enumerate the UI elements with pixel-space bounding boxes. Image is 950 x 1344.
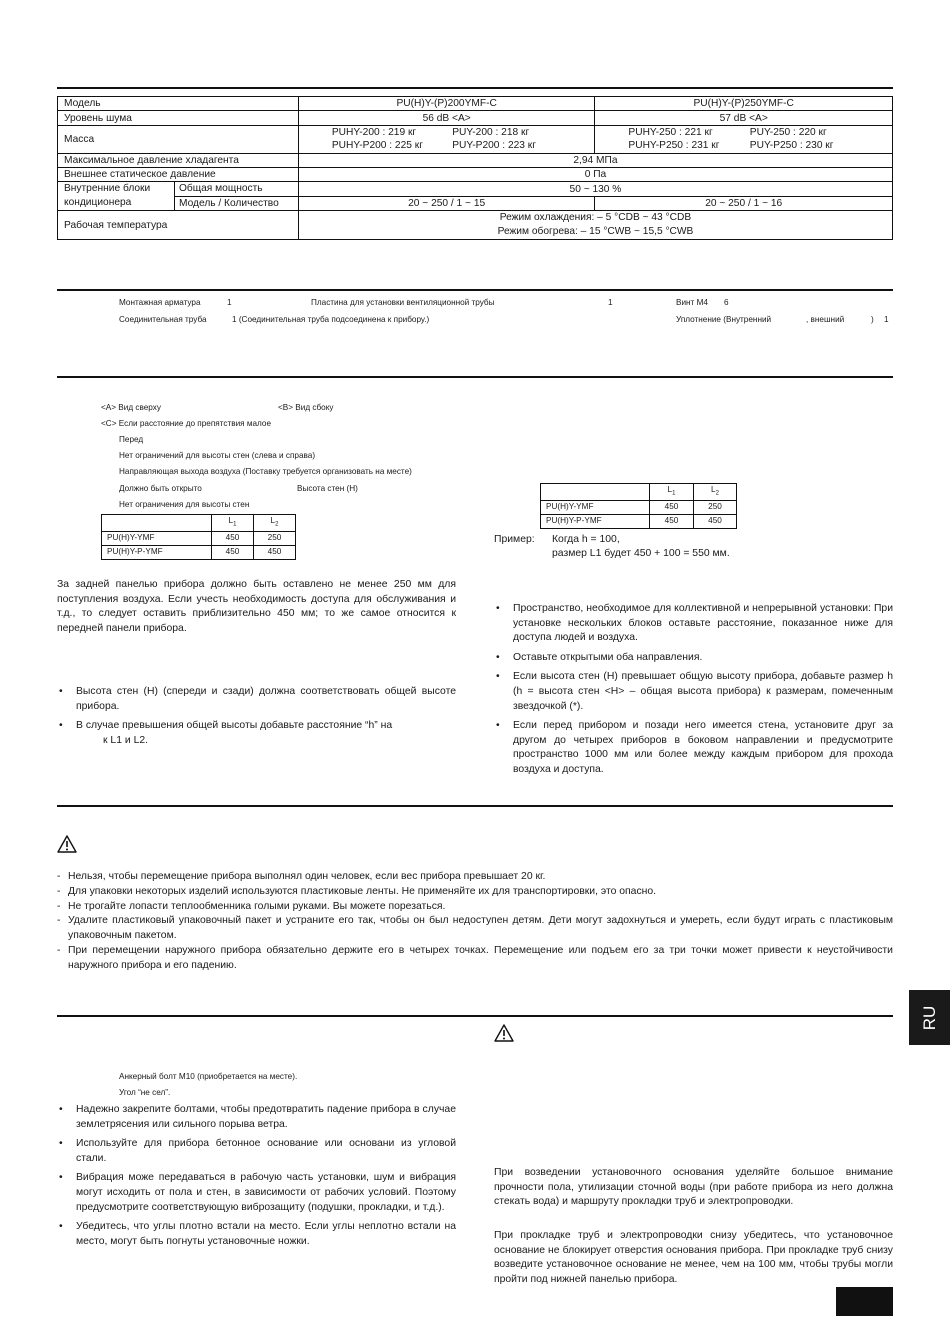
accessory-seal-close: ) bbox=[871, 315, 874, 324]
total-power-label: Общая мощность bbox=[175, 182, 298, 197]
space-right-bullets bbox=[494, 602, 893, 783]
accessory-mount: Монтажная арматура bbox=[119, 298, 201, 307]
section-rule bbox=[57, 87, 893, 89]
list-item: • Высота стен (H) (спереди и сзади) должна соответствовать общей высоте прибора. bbox=[57, 685, 456, 714]
page-number-box bbox=[836, 1287, 893, 1316]
cell-model-b: PU(H)Y-(P)250YMF-C bbox=[595, 97, 893, 111]
language-tab-label: RU bbox=[919, 1005, 939, 1030]
label-top-view: <A> Вид сверху bbox=[101, 403, 161, 412]
label-no-limit-wall: Нет ограничения для высоты стен bbox=[119, 500, 250, 509]
list-item: - Для упаковки некоторых изделий используются пластиковые ленты. Не применяйте их для транспортировки, это опасно. bbox=[57, 885, 893, 900]
cell-value: 20 ~ 250 / 1 ~ 16 bbox=[595, 196, 893, 211]
cell-value: PUY-P200 : 223 кг bbox=[446, 139, 595, 153]
rear-paragraph: За задней панелью прибора должно быть оставлено не менее 250 мм для поступления воздуха. Если учесть необходимость доступа для обслуживания и т.д., то следует оставить приблизительно 450 мм; то же самое относится к передней панели прибора. bbox=[57, 579, 456, 634]
accessory-plate: Пластина для установки вентиляционной трубы bbox=[311, 298, 495, 307]
transport-warnings bbox=[57, 870, 893, 974]
table-cell bbox=[102, 515, 212, 532]
cell-label: Масса bbox=[58, 125, 299, 153]
cell-value: 50 ~ 130 % bbox=[298, 182, 892, 197]
label-corner: Угол “не сел”. bbox=[119, 1088, 171, 1097]
table-cell: PU(H)Y-P-YMF bbox=[541, 514, 650, 528]
cell-label: Рабочая температура bbox=[58, 211, 299, 240]
cell-value: 56 dB <A> bbox=[298, 111, 595, 125]
accessory-plate-qty: 1 bbox=[608, 298, 613, 307]
warning-icon bbox=[494, 1024, 514, 1042]
cell-value: PUY-200 : 218 кг bbox=[446, 125, 595, 139]
list-item: - Нельзя, чтобы перемещение прибора выполнял один человек, если вес прибора превышает 20 кг. bbox=[57, 870, 893, 885]
l1-header: 1 bbox=[233, 521, 237, 528]
install-left-bullets bbox=[57, 1103, 456, 1254]
label-no-limit-side: Нет ограничений для высоты стен (слева и справа) bbox=[119, 451, 316, 460]
clearance-table-left bbox=[101, 514, 296, 560]
cell-label: Внешнее статическое давление bbox=[58, 167, 299, 181]
section-rule bbox=[57, 376, 893, 378]
table-header: $L_1$ bbox=[212, 515, 254, 532]
list-item: • Пространство, необходимое для коллективной и непрерывной установки: При установке нескольких блоков оставьте расстояние, показанное ниже для доступа людей и воздуха. bbox=[494, 602, 893, 646]
install-right-para2: При прокладке труб и электропроводки снизу убедитесь, что установочное основание не блокирует отверстия основания прибора. При прокладке труб снизу возведите установочное основание не менее, чем на 100 мм, чтобы трубы могли пройти под нижней панелью прибора. bbox=[494, 1230, 893, 1285]
list-item: • Используйте для прибора бетонное основание или основани из угловой стали. bbox=[57, 1137, 456, 1166]
label-must-open: Должно быть открыто bbox=[119, 484, 202, 493]
accessory-pipe-qty: 1 (Соединительная труба подсоединена к прибору.) bbox=[232, 315, 430, 324]
label-side-view: <B> Вид сбоку bbox=[278, 403, 334, 412]
table-cell: 450 bbox=[650, 500, 694, 514]
accessory-seal-qty: 1 bbox=[884, 315, 889, 324]
spec-table bbox=[57, 96, 893, 240]
cell-value: 20 ~ 250 / 1 ~ 15 bbox=[298, 196, 595, 211]
clearance-table-right bbox=[540, 483, 737, 529]
accessory-seal-outer: , внешний bbox=[806, 315, 845, 324]
accessory-pipe: Соединительная труба bbox=[119, 315, 207, 324]
table-row bbox=[58, 182, 893, 197]
table-cell: PU(H)Y-YMF bbox=[541, 500, 650, 514]
list-item: - Не трогайте лопасти теплообменника голыми руками. Вы можете порезаться. bbox=[57, 900, 893, 915]
label-small-obstacle: <C> Если расстояние до препятствия малое bbox=[101, 419, 272, 428]
section-rule bbox=[57, 1015, 893, 1017]
accessory-mount-qty: 1 bbox=[227, 298, 232, 307]
label-wall-height: Высота стен (H) bbox=[297, 484, 358, 493]
table-row bbox=[541, 514, 737, 528]
table-row bbox=[58, 167, 893, 181]
table-row bbox=[58, 211, 893, 240]
cell-model-a: PU(H)Y-(P)200YMF-C bbox=[298, 97, 595, 111]
accessory-screw: Винт М4 bbox=[676, 298, 708, 307]
left-bullet-tail: к L1 и L2. bbox=[103, 735, 149, 746]
table-header: $L_2$ bbox=[254, 515, 296, 532]
space-left-bullets bbox=[57, 685, 456, 734]
label-air-guide: Направляющая выхода воздуха (Поставку требуется организовать на месте) bbox=[119, 467, 412, 476]
table-row bbox=[541, 500, 737, 514]
temp-heat: Режим обогрева: – 15 °CWB ~ 15,5 °CWB bbox=[497, 226, 694, 238]
list-item: • Убедитесь, что углы плотно встали на место. Если углы неплотно встали на место, могут быть погнуты установочные ножки. bbox=[57, 1220, 456, 1249]
cell-value: PUY-P250 : 230 кг bbox=[744, 139, 893, 153]
table-row bbox=[58, 153, 893, 167]
table-cell: 250 bbox=[694, 500, 737, 514]
accessory-screw-qty: 6 bbox=[724, 298, 729, 307]
section-rule bbox=[57, 805, 893, 807]
cell-value: 57 dB <A> bbox=[595, 111, 893, 125]
cell-value: PUHY-250 : 221 кг bbox=[595, 125, 744, 139]
cell-value: 2,94 МПа bbox=[298, 153, 892, 167]
list-item: • Надежно закрепите болтами, чтобы предотвратить падение прибора в случае землетрясения или сильного порыва ветра. bbox=[57, 1103, 456, 1132]
label-anchor-bolt: Анкерный болт М10 (приобретается на месте). bbox=[119, 1072, 298, 1081]
table-cell: 450 bbox=[694, 514, 737, 528]
table-row bbox=[58, 97, 893, 111]
cell-value: PUHY-P200 : 225 кг bbox=[298, 139, 446, 153]
table-cell: 450 bbox=[212, 531, 254, 545]
list-item: • Вибрация може передаваться в рабочую часть установки, шум и вибрация могут исходить от пола и стен, в зависимости от рабочих условий. Поэтому предусмотрите соответствующую виброзащиту (подушки, прокладки, и т.д.). bbox=[57, 1171, 456, 1215]
cell-value: PUY-250 : 220 кг bbox=[744, 125, 893, 139]
l2-header: 2 bbox=[275, 521, 279, 528]
list-item: - Удалите пластиковый упаковочный пакет и устраните его так, чтобы он был недоступен детям. Дети могут задохнуться и умереть, если будут играть с пластиковым упаковочным пакетом. bbox=[57, 914, 893, 944]
table-header: $L_1$ bbox=[650, 484, 694, 501]
table-row bbox=[102, 545, 296, 559]
table-cell: PU(H)Y-P-YMF bbox=[102, 545, 212, 559]
list-item: • Оставьте открытыми оба направления. bbox=[494, 651, 893, 666]
table-cell: PU(H)Y-YMF bbox=[102, 531, 212, 545]
cell-label: Максимальное давление хладагента bbox=[58, 153, 299, 167]
table-cell: 450 bbox=[650, 514, 694, 528]
list-item: • Если перед прибором и позади него имеется стена, установите друг за другом до четырех приборов в боковом направлении и предусмотрите пространство 1000 мм или более между каждым прибором для прохода воздуха и доступа. bbox=[494, 719, 893, 777]
list-item: - При перемещении наружного прибора обязательно держите его в четырех точках. Перемещение или подъем его за три точки может привести к неустойчивости наружного прибора и его падению. bbox=[57, 944, 893, 974]
table-row bbox=[541, 484, 737, 501]
model-qty-label: Модель / Количество bbox=[179, 197, 279, 209]
example-line1: Когда h = 100, bbox=[552, 534, 620, 545]
section-rule bbox=[57, 289, 893, 291]
l2-header: 2 bbox=[715, 490, 719, 497]
list-item: • В случае превышения общей высоты добавьте расстояние “h” на bbox=[57, 719, 456, 734]
table-row bbox=[102, 515, 296, 532]
table-cell: 450 bbox=[212, 545, 254, 559]
cell-value: PUHY-P250 : 231 кг bbox=[595, 139, 744, 153]
cell-label bbox=[58, 182, 299, 211]
label-front: Перед bbox=[119, 435, 144, 444]
language-tab bbox=[909, 990, 950, 1045]
cell-value bbox=[298, 211, 892, 240]
l1-header: 1 bbox=[672, 490, 676, 497]
example-line2: размер L1 будет 450 + 100 = 550 мм. bbox=[552, 548, 730, 559]
table-row bbox=[58, 125, 893, 139]
cell-label: Уровень шума bbox=[58, 111, 299, 125]
example-label: Пример: bbox=[494, 534, 535, 545]
indoor-label: Внутренние блоки кондиционера bbox=[58, 182, 175, 210]
warning-icon bbox=[57, 835, 77, 853]
list-item: • Если высота стен (H) превышает общую высоту прибора, добавьте размер h (h = высота стен <H> – общая высота прибора) к размерам, помеченным звездочкой (*). bbox=[494, 670, 893, 714]
accessory-seal: Уплотнение (Внутренний bbox=[676, 315, 772, 324]
table-cell: 450 bbox=[254, 545, 296, 559]
table-cell bbox=[541, 484, 650, 501]
table-row bbox=[58, 111, 893, 125]
install-right-para1: При возведении установочного основания уделяйте большое внимание прочности пола, утилизации сточной воды (при работе прибора из него должна стекать вода) и маршруту прокладки труб и электропроводки. bbox=[494, 1167, 893, 1208]
table-cell: 250 bbox=[254, 531, 296, 545]
cell-value: PUHY-200 : 219 кг bbox=[298, 125, 446, 139]
temp-cool: Режим охлаждения: – 5 °CDB ~ 43 °CDB bbox=[499, 212, 692, 224]
cell-value: 0 Па bbox=[298, 167, 892, 181]
table-header: $L_2$ bbox=[694, 484, 737, 501]
table-row bbox=[102, 531, 296, 545]
cell-label: Модель bbox=[58, 97, 299, 111]
